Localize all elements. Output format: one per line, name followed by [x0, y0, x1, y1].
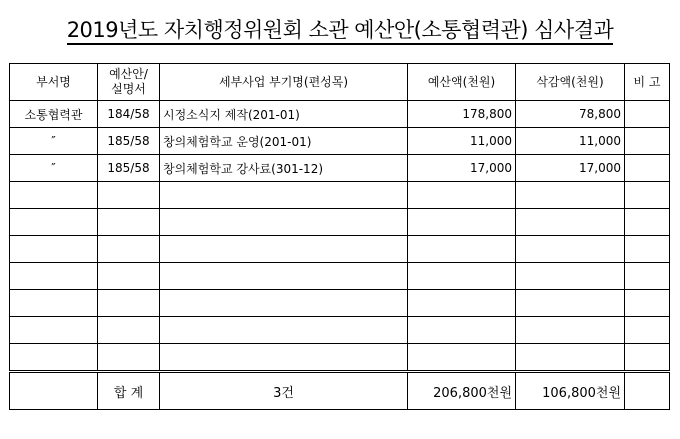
table-row [10, 263, 670, 290]
header-doc-line1: 예산안/ [109, 67, 148, 81]
cell-doc [98, 344, 160, 372]
total-cut: 106,800천원 [516, 372, 625, 410]
cell-note [625, 128, 670, 155]
cell-item [160, 344, 408, 372]
cell-doc [98, 263, 160, 290]
cell-doc: 185/58 [98, 128, 160, 155]
cell-note [625, 101, 670, 128]
cell-cut [516, 290, 625, 317]
cell-dept [10, 344, 98, 372]
cell-budget [408, 317, 516, 344]
cell-budget [408, 182, 516, 209]
cell-budget [408, 263, 516, 290]
cell-dept: 소통협력관 [10, 101, 98, 128]
header-doc-line2: 설명서 [111, 82, 146, 96]
table-row [10, 101, 670, 128]
cell-cut: 17,000 [516, 155, 625, 182]
cell-note [625, 209, 670, 236]
header-cut: 삭감액(천원) [516, 64, 625, 101]
table-row [10, 290, 670, 317]
cell-cut [516, 236, 625, 263]
total-dept-cell [10, 372, 98, 410]
header-doc [98, 64, 160, 101]
cell-doc [98, 290, 160, 317]
page-title [0, 16, 680, 44]
header-budget: 예산액(천원) [408, 64, 516, 101]
cell-doc [98, 236, 160, 263]
cell-note [625, 182, 670, 209]
cell-dept [10, 236, 98, 263]
review-result-table [9, 63, 670, 410]
cell-note [625, 317, 670, 344]
cell-item: 창의체험학교 운영(201-01) [160, 128, 408, 155]
page-title-text: 2019년도 자치행정위원회 소관 예산안(소통협력관) 심사결과 [67, 18, 614, 45]
cell-note [625, 155, 670, 182]
table-row [10, 236, 670, 263]
cell-item [160, 290, 408, 317]
cell-item [160, 209, 408, 236]
cell-item: 창의체험학교 강사료(301-12) [160, 155, 408, 182]
cell-cut [516, 182, 625, 209]
cell-budget [408, 236, 516, 263]
table-row [10, 128, 670, 155]
cell-note [625, 290, 670, 317]
table-row [10, 317, 670, 344]
cell-doc: 185/58 [98, 155, 160, 182]
table-header-row [10, 64, 670, 101]
cell-item [160, 182, 408, 209]
cell-budget: 17,000 [408, 155, 516, 182]
cell-budget: 11,000 [408, 128, 516, 155]
total-budget: 206,800천원 [408, 372, 516, 410]
total-count: 3건 [160, 372, 408, 410]
cell-dept: ″ [10, 128, 98, 155]
cell-dept [10, 290, 98, 317]
cell-doc [98, 209, 160, 236]
cell-dept [10, 263, 98, 290]
cell-budget: 178,800 [408, 101, 516, 128]
cell-item [160, 317, 408, 344]
cell-dept: ″ [10, 155, 98, 182]
table-row [10, 155, 670, 182]
cell-budget [408, 344, 516, 372]
total-note [625, 372, 670, 410]
table-row [10, 182, 670, 209]
cell-dept [10, 182, 98, 209]
cell-cut: 78,800 [516, 101, 625, 128]
cell-note [625, 236, 670, 263]
cell-cut [516, 344, 625, 372]
cell-cut: 11,000 [516, 128, 625, 155]
cell-dept [10, 317, 98, 344]
cell-note [625, 344, 670, 372]
table-row [10, 209, 670, 236]
cell-item [160, 236, 408, 263]
cell-cut [516, 263, 625, 290]
total-label: 합 계 [98, 372, 160, 410]
header-note: 비 고 [625, 64, 670, 101]
cell-cut [516, 317, 625, 344]
cell-doc [98, 182, 160, 209]
cell-budget [408, 290, 516, 317]
cell-cut [516, 209, 625, 236]
total-row [10, 372, 670, 410]
cell-dept [10, 209, 98, 236]
cell-doc [98, 317, 160, 344]
header-dept: 부서명 [10, 64, 98, 101]
cell-note [625, 263, 670, 290]
header-item: 세부사업 부기명(편성목) [160, 64, 408, 101]
cell-item: 시정소식지 제작(201-01) [160, 101, 408, 128]
cell-item [160, 263, 408, 290]
cell-doc: 184/58 [98, 101, 160, 128]
table-row [10, 344, 670, 372]
cell-budget [408, 209, 516, 236]
